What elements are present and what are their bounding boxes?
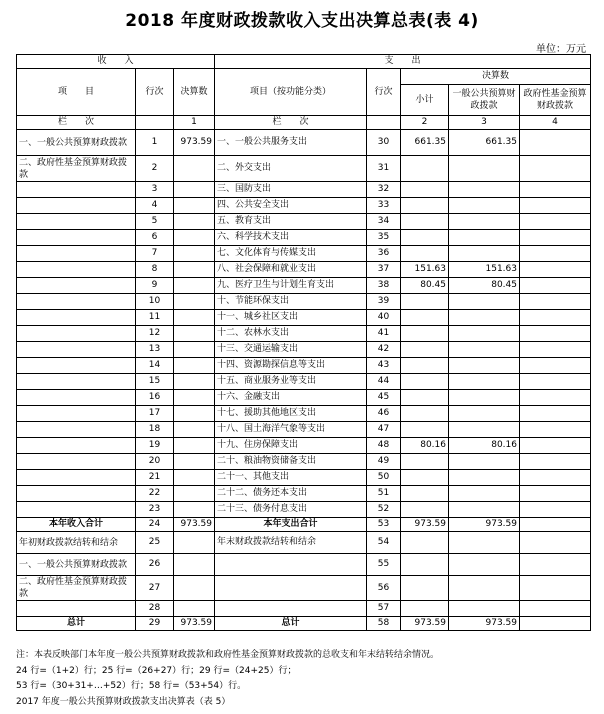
expense-subtotal-cell (401, 486, 449, 502)
income-amount-cell (174, 326, 215, 342)
income-row-no-cell: 23 (136, 502, 174, 518)
table-row (17, 310, 591, 326)
expense-row-no-cell: 30 (367, 130, 401, 156)
income-item-cell (17, 214, 136, 230)
income-row-no-cell: 2 (136, 156, 174, 182)
expense-subtotal-cell (401, 230, 449, 246)
income-item-cell (17, 182, 136, 198)
income-amount-cell: 973.59 (174, 617, 215, 631)
income-row-no-cell: 27 (136, 576, 174, 601)
unit-label: 单位：万元 (536, 44, 586, 55)
table-row (17, 554, 591, 576)
income-row-no-cell: 4 (136, 198, 174, 214)
income-row-no-cell: 8 (136, 262, 174, 278)
final-amount-header: 决算数 (174, 69, 215, 116)
expense-subtotal-cell (401, 358, 449, 374)
table-row (17, 617, 591, 631)
income-item-cell (17, 310, 136, 326)
income-item-cell (17, 294, 136, 310)
income-item-cell (17, 358, 136, 374)
expense-row-no-cell: 37 (367, 262, 401, 278)
expense-general-budget-cell (449, 422, 520, 438)
expense-item-cell: 六、科学技术支出 (215, 230, 367, 246)
expense-fund-budget-cell (520, 532, 591, 554)
expense-item-cell: 九、医疗卫生与计划生育支出 (215, 278, 367, 294)
expense-subtotal-cell: 661.35 (401, 130, 449, 156)
income-row-no-cell: 24 (136, 518, 174, 532)
expense-row-no-cell: 52 (367, 502, 401, 518)
income-row-no-cell: 29 (136, 617, 174, 631)
table-row (17, 390, 591, 406)
expense-general-budget-cell (449, 156, 520, 182)
expense-item-cell: 八、社会保障和就业支出 (215, 262, 367, 278)
expense-row-no-cell: 31 (367, 156, 401, 182)
expense-general-budget-cell (449, 554, 520, 576)
expense-general-budget-cell (449, 486, 520, 502)
expense-row-no-cell: 46 (367, 406, 401, 422)
income-item-cell: 本年收入合计 (17, 518, 136, 532)
income-item-cell (17, 422, 136, 438)
expense-fund-budget-cell (520, 486, 591, 502)
expense-subtotal-cell (401, 294, 449, 310)
income-item-cell (17, 230, 136, 246)
income-amount-cell (174, 532, 215, 554)
income-row-no-cell: 11 (136, 310, 174, 326)
income-amount-cell: 973.59 (174, 518, 215, 532)
table-row (17, 532, 591, 554)
expense-item-cell: 年末财政拨款结转和结余 (215, 532, 367, 554)
expense-general-budget-cell (449, 358, 520, 374)
expense-fund-budget-cell (520, 278, 591, 294)
expense-fund-budget-cell (520, 374, 591, 390)
expense-fund-budget-cell (520, 230, 591, 246)
income-row-no-cell: 7 (136, 246, 174, 262)
expense-fund-budget-cell (520, 182, 591, 198)
income-row-no-cell: 19 (136, 438, 174, 454)
expense-general-budget-cell (449, 374, 520, 390)
income-amount-cell (174, 390, 215, 406)
expense-general-budget-cell (449, 390, 520, 406)
income-item-cell (17, 262, 136, 278)
col-label: 栏 次 (17, 116, 136, 130)
expense-item-cell: 十七、援助其他地区支出 (215, 406, 367, 422)
table-row (17, 406, 591, 422)
expense-item-cell: 十二、农林水支出 (215, 326, 367, 342)
expense-fund-budget-cell (520, 326, 591, 342)
table-row (17, 262, 591, 278)
expense-item-cell: 十九、住房保障支出 (215, 438, 367, 454)
header-row-sections (17, 55, 591, 69)
expense-row-no-cell: 41 (367, 326, 401, 342)
expense-subtotal-cell: 80.45 (401, 278, 449, 294)
col-number-2: 2 (401, 116, 449, 130)
table-row (17, 454, 591, 470)
expense-general-budget-cell: 151.63 (449, 262, 520, 278)
income-row-no-cell: 25 (136, 532, 174, 554)
func-item-header: 项目（按功能分类） (215, 69, 367, 116)
expense-row-no-cell: 55 (367, 554, 401, 576)
income-item-cell (17, 278, 136, 294)
income-item-cell: 二、政府性基金预算财政拨款 (17, 576, 136, 601)
item-header: 项 目 (17, 69, 136, 116)
expense-subtotal-cell (401, 326, 449, 342)
expense-general-budget-cell (449, 246, 520, 262)
expense-general-budget-cell (449, 182, 520, 198)
income-amount-cell (174, 294, 215, 310)
income-item-cell (17, 470, 136, 486)
expense-general-budget-cell (449, 454, 520, 470)
income-amount-cell (174, 438, 215, 454)
expense-general-budget-cell (449, 532, 520, 554)
income-row-no-cell: 15 (136, 374, 174, 390)
income-item-cell (17, 486, 136, 502)
expense-row-no-cell: 53 (367, 518, 401, 532)
table-row (17, 342, 591, 358)
expense-general-budget-cell (449, 576, 520, 601)
income-row-no-cell: 14 (136, 358, 174, 374)
expense-fund-budget-cell (520, 518, 591, 532)
expense-general-budget-cell: 661.35 (449, 130, 520, 156)
income-item-cell (17, 406, 136, 422)
header-row-1 (17, 69, 591, 85)
expense-item-cell: 三、国防支出 (215, 182, 367, 198)
expense-row-no-cell: 38 (367, 278, 401, 294)
expense-subtotal-cell (401, 156, 449, 182)
expense-subtotal-cell (401, 554, 449, 576)
income-amount-cell (174, 182, 215, 198)
expense-item-cell (215, 576, 367, 601)
income-row-no-cell: 10 (136, 294, 174, 310)
expense-item-cell: 十一、城乡社区支出 (215, 310, 367, 326)
income-amount-cell (174, 454, 215, 470)
expense-row-no-cell: 42 (367, 342, 401, 358)
expense-fund-budget-cell (520, 576, 591, 601)
expense-fund-budget-cell (520, 198, 591, 214)
expense-general-budget-cell: 80.45 (449, 278, 520, 294)
income-amount-cell (174, 502, 215, 518)
table-row (17, 518, 591, 532)
expense-subtotal-cell (401, 310, 449, 326)
income-item-cell (17, 246, 136, 262)
expense-item-cell: 四、公共安全支出 (215, 198, 367, 214)
final-group-header: 决算数 (401, 69, 591, 85)
expense-general-budget-cell (449, 502, 520, 518)
expense-row-no-cell: 43 (367, 358, 401, 374)
income-amount-cell (174, 374, 215, 390)
expense-subtotal-cell (401, 454, 449, 470)
income-row-no-cell: 13 (136, 342, 174, 358)
income-amount-cell (174, 156, 215, 182)
expense-item-cell: 二十二、债务还本支出 (215, 486, 367, 502)
expense-subtotal-cell: 973.59 (401, 617, 449, 631)
table-row (17, 294, 591, 310)
income-row-no-cell: 9 (136, 278, 174, 294)
income-row-no-cell: 1 (136, 130, 174, 156)
income-amount-cell (174, 214, 215, 230)
row-no2-header: 行次 (367, 69, 401, 116)
expense-general-budget-cell (449, 310, 520, 326)
table-row (17, 486, 591, 502)
table-row (17, 422, 591, 438)
income-amount-cell (174, 278, 215, 294)
col-number-1: 1 (174, 116, 215, 130)
expense-row-no-cell: 48 (367, 438, 401, 454)
expense-fund-budget-cell (520, 406, 591, 422)
expense-fund-budget-cell (520, 130, 591, 156)
expense-general-budget-cell (449, 326, 520, 342)
income-item-cell (17, 454, 136, 470)
expense-subtotal-cell (401, 246, 449, 262)
income-item-cell: 一、一般公共预算财政拨款 (17, 130, 136, 156)
expense-fund-budget-cell (520, 502, 591, 518)
income-item-cell (17, 438, 136, 454)
table-row (17, 438, 591, 454)
expense-item-cell: 二十、粮油物资储备支出 (215, 454, 367, 470)
expense-row-no-cell: 39 (367, 294, 401, 310)
expense-header: 支 出 (215, 55, 591, 69)
row-no-header: 行次 (136, 69, 174, 116)
income-item-cell (17, 326, 136, 342)
col-number-4: 4 (520, 116, 591, 130)
expense-row-no-cell: 40 (367, 310, 401, 326)
expense-subtotal-cell (401, 422, 449, 438)
expense-item-cell: 二十三、债务付息支出 (215, 502, 367, 518)
fund-budget-header: 政府性基金预算财政拨款 (520, 85, 591, 116)
expense-subtotal-cell (401, 390, 449, 406)
income-item-cell (17, 601, 136, 617)
col-number-3: 3 (449, 116, 520, 130)
table-row (17, 576, 591, 601)
expense-item-cell: 总计 (215, 617, 367, 631)
income-amount-cell (174, 230, 215, 246)
subtotal-header: 小计 (401, 85, 449, 116)
col-label-2: 栏 次 (215, 116, 367, 130)
expense-general-budget-cell: 973.59 (449, 617, 520, 631)
expense-row-no-cell: 57 (367, 601, 401, 617)
table-row (17, 502, 591, 518)
income-amount-cell (174, 554, 215, 576)
expense-fund-budget-cell (520, 246, 591, 262)
income-item-cell: 一、一般公共预算财政拨款 (17, 554, 136, 576)
income-row-no-cell: 22 (136, 486, 174, 502)
table-row (17, 156, 591, 182)
expense-row-no-cell: 36 (367, 246, 401, 262)
expense-general-budget-cell (449, 198, 520, 214)
income-item-cell (17, 342, 136, 358)
expense-fund-budget-cell (520, 358, 591, 374)
expense-fund-budget-cell (520, 294, 591, 310)
expense-subtotal-cell (401, 214, 449, 230)
income-amount-cell (174, 342, 215, 358)
income-item-cell: 总计 (17, 617, 136, 631)
table-row (17, 246, 591, 262)
income-item-cell (17, 390, 136, 406)
expense-subtotal-cell (401, 576, 449, 601)
expense-general-budget-cell (449, 342, 520, 358)
expense-subtotal-cell (401, 502, 449, 518)
income-amount-cell (174, 422, 215, 438)
expense-subtotal-cell (401, 182, 449, 198)
table-row (17, 358, 591, 374)
income-row-no-cell: 21 (136, 470, 174, 486)
income-row-no-cell: 20 (136, 454, 174, 470)
expense-general-budget-cell: 80.16 (449, 438, 520, 454)
expense-item-cell: 十五、商业服务业等支出 (215, 374, 367, 390)
table-row (17, 230, 591, 246)
expense-fund-budget-cell (520, 342, 591, 358)
expense-subtotal-cell: 151.63 (401, 262, 449, 278)
income-row-no-cell: 5 (136, 214, 174, 230)
expense-fund-budget-cell (520, 454, 591, 470)
expense-general-budget-cell (449, 601, 520, 617)
expense-general-budget-cell (449, 406, 520, 422)
general-budget-header: 一般公共预算财政拨款 (449, 85, 520, 116)
expense-subtotal-cell (401, 470, 449, 486)
expense-item-cell: 五、教育支出 (215, 214, 367, 230)
expense-fund-budget-cell (520, 262, 591, 278)
expense-item-cell: 二、外交支出 (215, 156, 367, 182)
expense-item-cell: 七、文化体育与传媒支出 (215, 246, 367, 262)
expense-general-budget-cell (449, 294, 520, 310)
income-amount-cell (174, 406, 215, 422)
expense-subtotal-cell (401, 601, 449, 617)
table-row (17, 278, 591, 294)
final-accounts-table (16, 54, 591, 631)
expense-row-no-cell: 51 (367, 486, 401, 502)
income-amount-cell (174, 576, 215, 601)
expense-fund-budget-cell (520, 470, 591, 486)
page-title: 2018 年度财政拨款收入支出决算总表(表 4) (125, 11, 479, 31)
expense-fund-budget-cell (520, 422, 591, 438)
income-header: 收 入 (17, 55, 215, 69)
expense-row-no-cell: 56 (367, 576, 401, 601)
expense-item-cell: 十三、交通运输支出 (215, 342, 367, 358)
income-amount-cell: 973.59 (174, 130, 215, 156)
expense-item-cell: 十、节能环保支出 (215, 294, 367, 310)
income-amount-cell (174, 470, 215, 486)
expense-item-cell: 本年支出合计 (215, 518, 367, 532)
expense-item-cell (215, 554, 367, 576)
income-row-no-cell: 17 (136, 406, 174, 422)
expense-fund-budget-cell (520, 601, 591, 617)
expense-fund-budget-cell (520, 390, 591, 406)
empty-cell (367, 116, 401, 130)
expense-row-no-cell: 47 (367, 422, 401, 438)
table-row (17, 601, 591, 617)
table-row (17, 198, 591, 214)
income-row-no-cell: 26 (136, 554, 174, 576)
income-row-no-cell: 6 (136, 230, 174, 246)
empty-cell (136, 116, 174, 130)
expense-subtotal-cell (401, 406, 449, 422)
expense-fund-budget-cell (520, 617, 591, 631)
expense-general-budget-cell (449, 230, 520, 246)
expense-general-budget-cell (449, 470, 520, 486)
income-row-no-cell: 18 (136, 422, 174, 438)
income-item-cell: 年初财政拨款结转和结余 (17, 532, 136, 554)
expense-row-no-cell: 58 (367, 617, 401, 631)
expense-subtotal-cell: 973.59 (401, 518, 449, 532)
note-line: 注：本表反映部门本年度一般公共预算财政拨款和政府性基金预算财政拨款的总收支和年末结转结余情况。 (16, 650, 440, 660)
note-line: 24 行=（1+2）行；25 行=（26+27）行；29 行=（24+25）行； (16, 665, 297, 676)
expense-general-budget-cell: 973.59 (449, 518, 520, 532)
expense-item-cell: 十四、资源勘探信息等支出 (215, 358, 367, 374)
expense-item-cell: 十八、国土海洋气象等支出 (215, 422, 367, 438)
table-row (17, 326, 591, 342)
income-row-no-cell: 3 (136, 182, 174, 198)
note-line: 53 行=（30+31+…+52）行；58 行=（53+54）行。 (16, 681, 247, 691)
expense-item-cell: 十六、金融支出 (215, 390, 367, 406)
income-amount-cell (174, 310, 215, 326)
expense-fund-budget-cell (520, 554, 591, 576)
expense-row-no-cell: 32 (367, 182, 401, 198)
expense-subtotal-cell (401, 374, 449, 390)
income-amount-cell (174, 358, 215, 374)
income-amount-cell (174, 246, 215, 262)
note-line: 2017 年度一般公共预算财政拨款支出决算表（表 5） (16, 696, 231, 707)
income-item-cell (17, 502, 136, 518)
table-row (17, 214, 591, 230)
income-row-no-cell: 28 (136, 601, 174, 617)
table-row (17, 130, 591, 156)
expense-row-no-cell: 33 (367, 198, 401, 214)
income-item-cell (17, 198, 136, 214)
footnotes (16, 648, 596, 710)
expense-subtotal-cell: 80.16 (401, 438, 449, 454)
income-row-no-cell: 12 (136, 326, 174, 342)
expense-fund-budget-cell (520, 438, 591, 454)
expense-row-no-cell: 45 (367, 390, 401, 406)
expense-row-no-cell: 50 (367, 470, 401, 486)
expense-subtotal-cell (401, 342, 449, 358)
expense-row-no-cell: 34 (367, 214, 401, 230)
income-row-no-cell: 16 (136, 390, 174, 406)
expense-item-cell: 二十一、其他支出 (215, 470, 367, 486)
income-amount-cell (174, 198, 215, 214)
income-amount-cell (174, 486, 215, 502)
expense-item-cell: 一、一般公共服务支出 (215, 130, 367, 156)
expense-row-no-cell: 35 (367, 230, 401, 246)
table-row (17, 182, 591, 198)
table-row (17, 374, 591, 390)
expense-subtotal-cell (401, 198, 449, 214)
column-number-row (17, 116, 591, 130)
expense-general-budget-cell (449, 214, 520, 230)
expense-fund-budget-cell (520, 214, 591, 230)
expense-row-no-cell: 49 (367, 454, 401, 470)
expense-row-no-cell: 44 (367, 374, 401, 390)
income-amount-cell (174, 601, 215, 617)
income-item-cell (17, 374, 136, 390)
expense-fund-budget-cell (520, 310, 591, 326)
expense-item-cell (215, 601, 367, 617)
income-amount-cell (174, 262, 215, 278)
expense-row-no-cell: 54 (367, 532, 401, 554)
expense-fund-budget-cell (520, 156, 591, 182)
expense-subtotal-cell (401, 532, 449, 554)
table-row (17, 470, 591, 486)
income-item-cell: 二、政府性基金预算财政拨款 (17, 156, 136, 182)
